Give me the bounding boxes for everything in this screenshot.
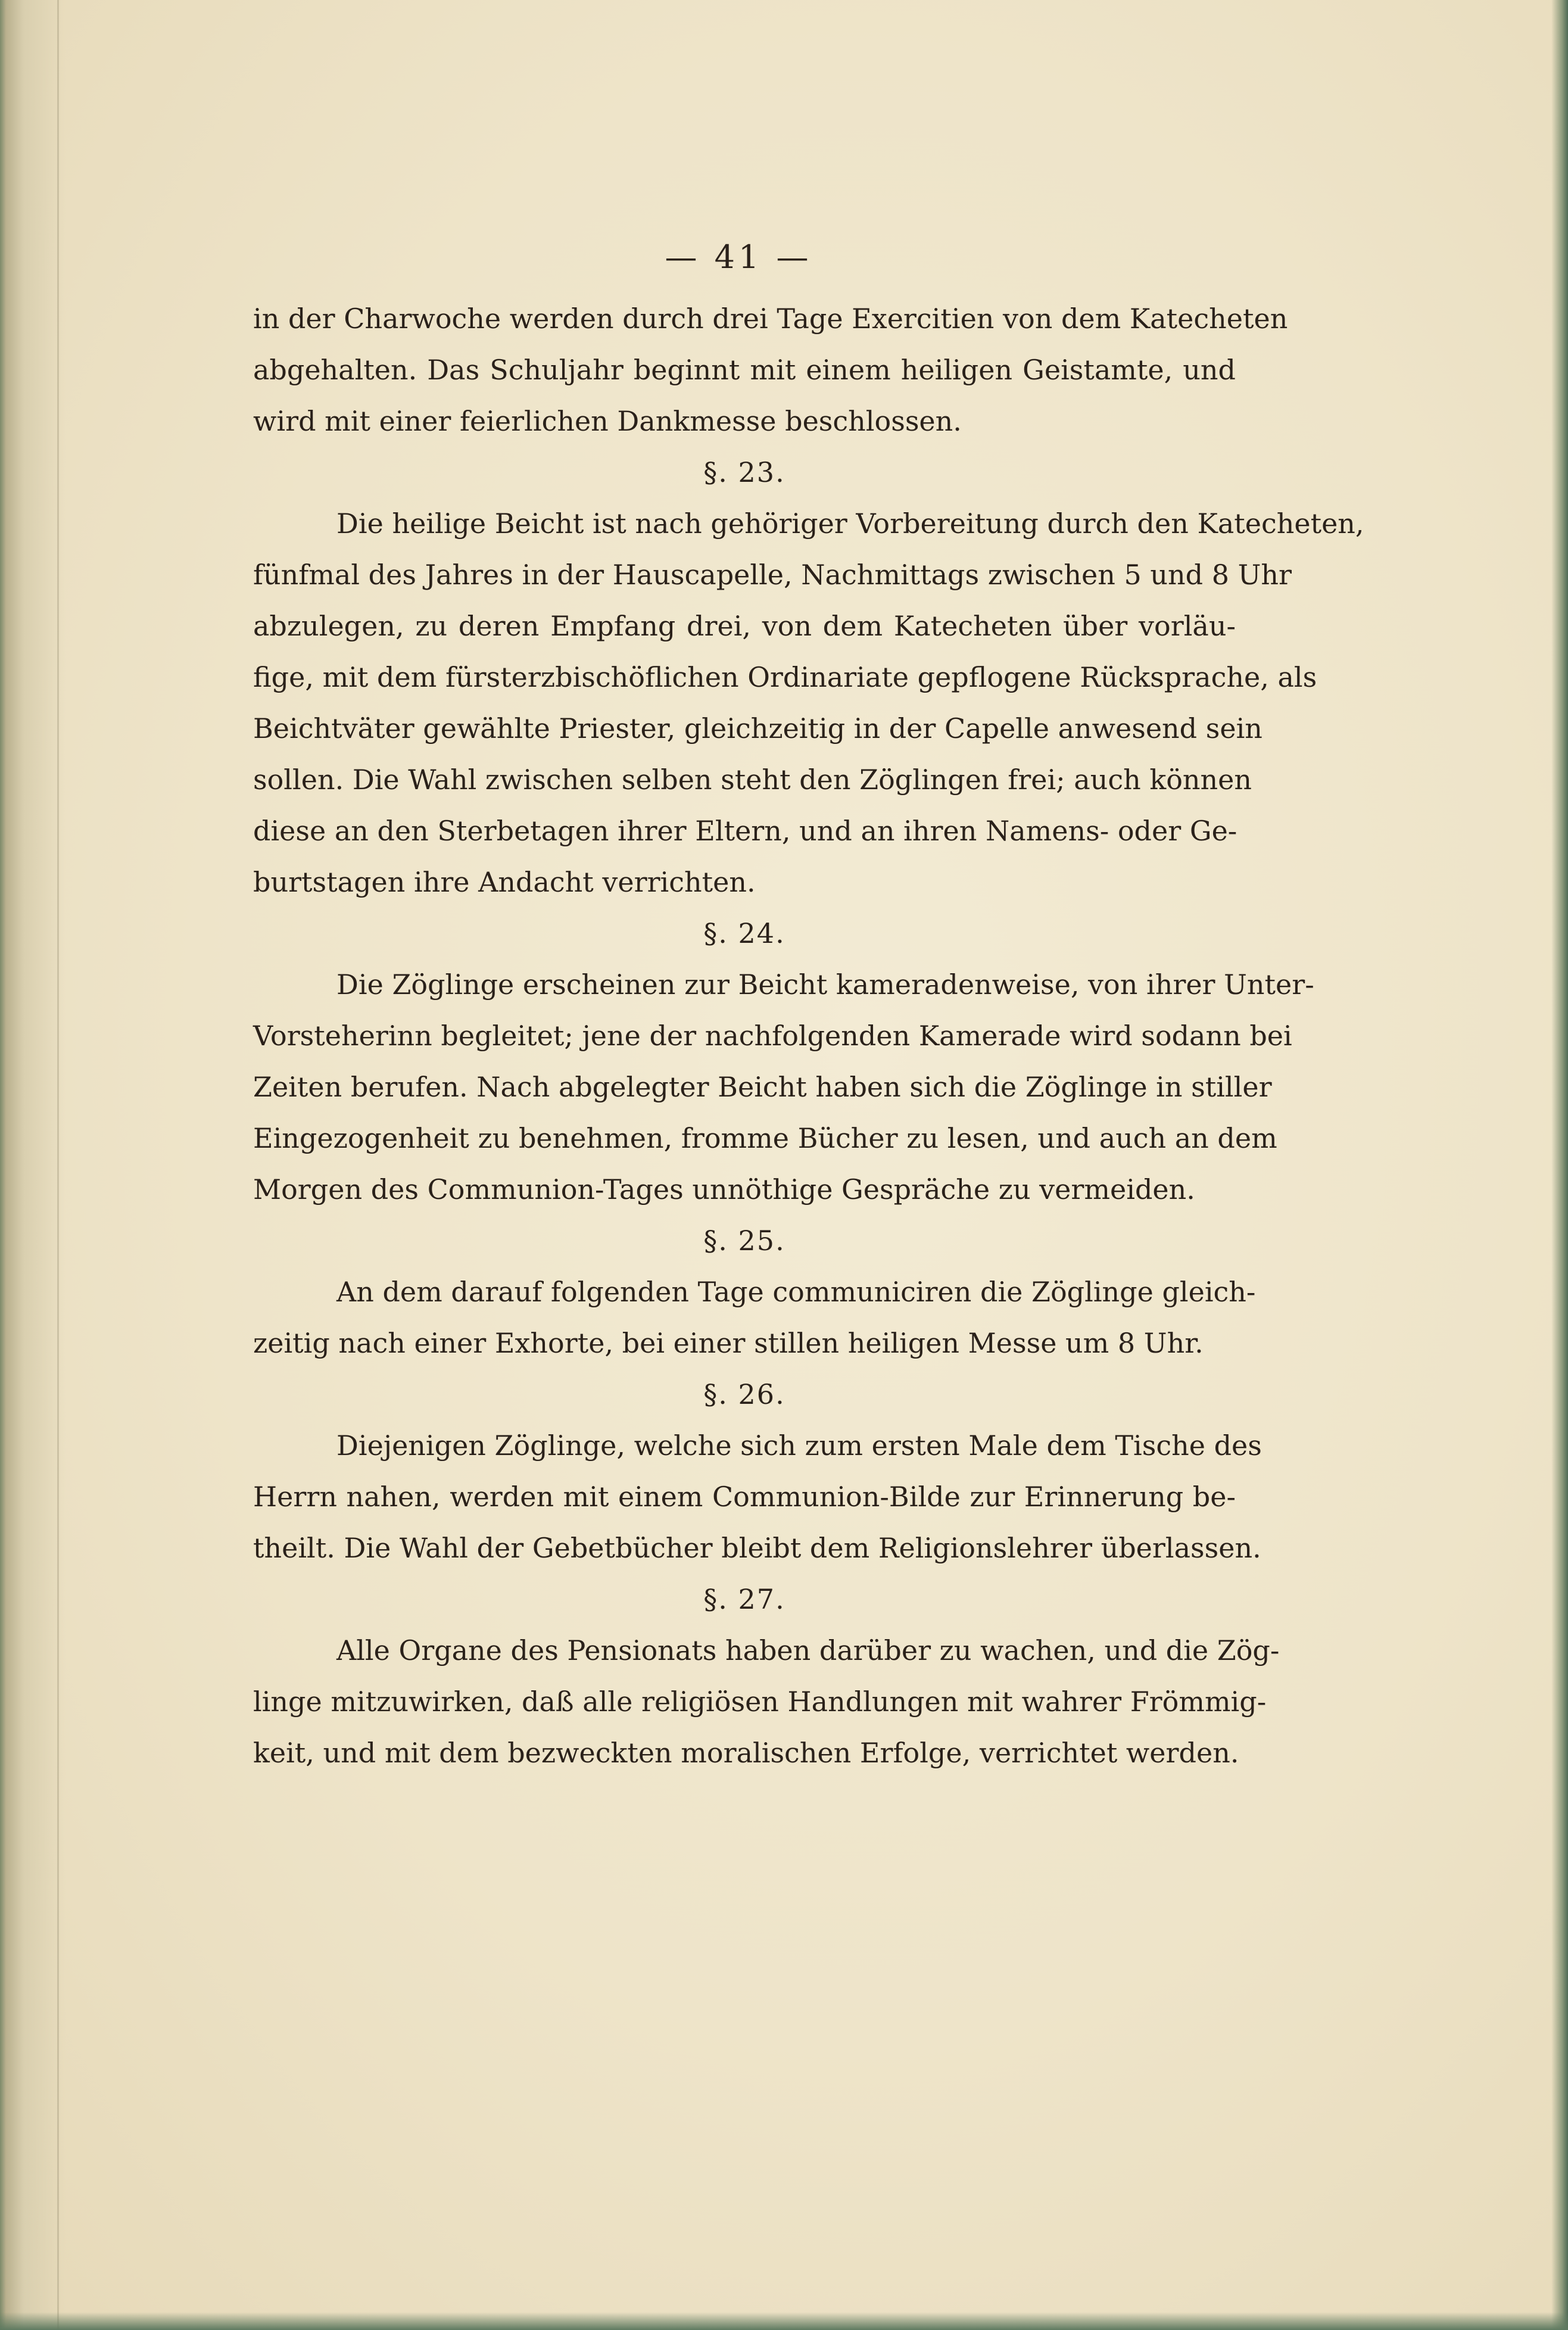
section-24-line: Morgen des Communion-Tages unnöthige Gespräche zu vermeiden. <box>253 1173 1195 1206</box>
section-23-line: Beichtväter gewählte Priester, gleichzeitig in der Capelle anwesend sein <box>253 712 1262 745</box>
section-23-line: burtstagen ihre Andacht verrichten. <box>253 866 756 898</box>
section-23-line: diese an den Sterbetagen ihrer Eltern, und an ihren Namens- oder Ge- <box>253 815 1237 847</box>
section-heading-25: §. 25. <box>703 1225 785 1257</box>
section-23-line: fünfmal des Jahres in der Hauscapelle, Nachmittags zwischen 5 und 8 Uhr <box>253 559 1292 591</box>
section-26-line: Diejenigen Zöglinge, welche sich zum ersten Male dem Tische des <box>336 1429 1262 1462</box>
page-number: — 41 — <box>665 238 812 276</box>
section-heading-23: §. 23. <box>703 456 785 488</box>
section-25-line: An dem darauf folgenden Tage communiciren die Zöglinge gleich- <box>336 1276 1256 1308</box>
binding-gutter <box>0 0 66 2330</box>
section-24-line: Zeiten berufen. Nach abgelegter Beicht haben sich die Zöglinge in stiller <box>253 1071 1272 1103</box>
section-23-line: fige, mit dem fürsterzbischöflichen Ordinariate gepflogene Rücksprache, als <box>253 661 1317 693</box>
section-heading-27: §. 27. <box>703 1583 785 1615</box>
section-24-line: Vorsteherinn begleitet; jene der nachfolgenden Kamerade wird sodann bei <box>253 1020 1292 1052</box>
section-27-line: keit, und mit dem bezweckten moralischen Erfolge, verrichtet werden. <box>253 1737 1239 1769</box>
page-bottom-edge <box>0 2312 1568 2330</box>
body-text <box>253 293 1364 1778</box>
intro-line: wird mit einer feierlichen Dankmesse beschlossen. <box>253 405 962 437</box>
section-heading-24: §. 24. <box>703 917 785 949</box>
section-25-line: zeitig nach einer Exhorte, bei einer stillen heiligen Messe um 8 Uhr. <box>253 1327 1204 1359</box>
intro-line: in der Charwoche werden durch drei Tage Exercitien von dem Katecheten <box>253 303 1288 335</box>
section-26-line: theilt. Die Wahl der Gebetbücher bleibt dem Religionslehrer überlassen. <box>253 1532 1261 1564</box>
gutter-fold-line <box>57 0 59 2330</box>
section-26-line: Herrn nahen, werden mit einem Communion-Bilde zur Erinnerung be- <box>253 1481 1236 1513</box>
section-heading-26: §. 26. <box>703 1378 785 1410</box>
section-23-line: sollen. Die Wahl zwischen selben steht den Zöglingen frei; auch können <box>253 764 1252 796</box>
section-27-line: linge mitzuwirken, daß alle religiösen Handlungen mit wahrer Frömmig- <box>253 1686 1267 1718</box>
page-right-edge <box>1551 0 1568 2330</box>
section-23-line: abzulegen, zu deren Empfang drei, von dem Katecheten über vorläu- <box>253 610 1236 642</box>
section-24-line: Die Zöglinge erscheinen zur Beicht kameradenweise, von ihrer Unter- <box>336 968 1314 1001</box>
intro-line: abgehalten. Das Schuljahr beginnt mit einem heiligen Geistamte, und <box>253 354 1236 386</box>
section-27-line: Alle Organe des Pensionats haben darüber zu wachen, und die Zög- <box>336 1634 1280 1666</box>
section-24-line: Eingezogenheit zu benehmen, fromme Bücher zu lesen, und auch an dem <box>253 1122 1277 1154</box>
section-23-line: Die heilige Beicht ist nach gehöriger Vorbereitung durch den Katecheten, <box>336 507 1364 540</box>
